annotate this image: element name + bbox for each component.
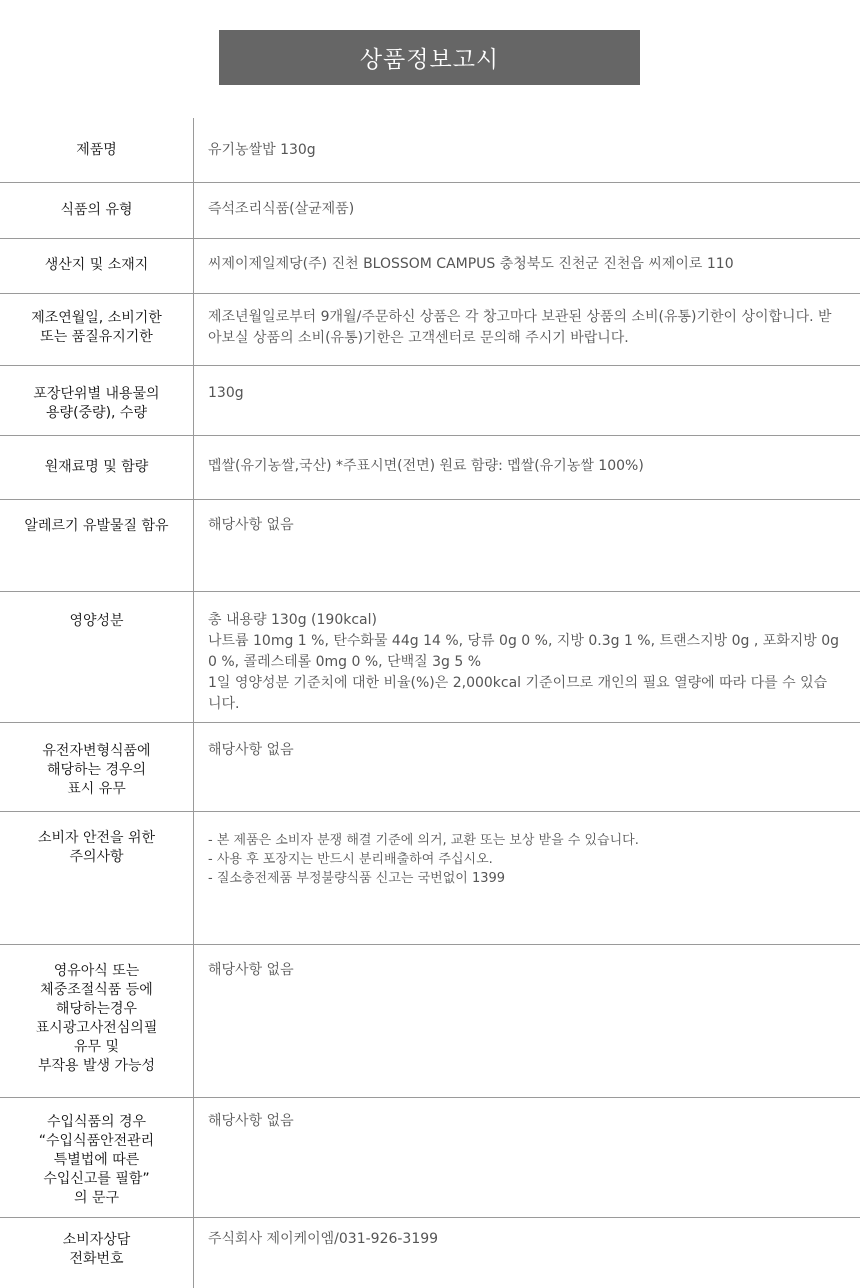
- row-label: [0, 812, 194, 944]
- page-title: 상품정보고시: [219, 30, 640, 85]
- row-label: [0, 592, 194, 722]
- row-label: [0, 118, 194, 182]
- row-value: [208, 960, 840, 981]
- value-line: 1일 영양성분 기준치에 대한 비율(%)은 2,000kcal 기준이므로 개인의 필요 열량에 따라 다를 수 있습니다.: [208, 675, 828, 712]
- table-row-product-name: [0, 118, 860, 183]
- value-line: - 질소충전제품 부정불량식품 신고는 국번없이 1399: [208, 871, 506, 886]
- value-line: 총 내용량 130g (190kcal): [208, 612, 377, 628]
- label-line: 영양성분: [69, 613, 124, 629]
- label-line: 수입신고를 필함”: [43, 1171, 150, 1187]
- table-row-nutrition: [0, 592, 860, 723]
- row-label: [0, 723, 194, 811]
- value-line: 주식회사 제이케이엠/031-926-3199: [208, 1231, 439, 1247]
- label-line: 제조연월일, 소비기한: [31, 310, 162, 326]
- row-label: [0, 294, 194, 365]
- label-line: 용량(중량), 수량: [46, 405, 147, 421]
- row-value: [208, 610, 840, 715]
- row-label: [0, 945, 194, 1097]
- table-row-customer-service: [0, 1218, 860, 1288]
- row-value: [208, 831, 840, 888]
- label-line: 해당하는 경우의: [46, 762, 147, 778]
- value-line: 해당사항 없음: [208, 962, 294, 978]
- label-line: 영유아식 또는: [53, 963, 140, 979]
- row-value: [208, 140, 840, 161]
- label-line: 의 문구: [73, 1190, 120, 1206]
- table-row-safety-notice: [0, 812, 860, 945]
- label-line: 식품의 유형: [60, 202, 133, 218]
- value-line: 즉석조리식품(살균제품): [208, 201, 355, 217]
- label-line: 체중조절식품 등에: [40, 982, 153, 998]
- value-line: 해당사항 없음: [208, 517, 294, 533]
- value-line: 제조년월일로부터 9개월/주문하신 상품은 각 창고마다 보관된 상품의 소비(유통)기한이 상이합니다. 받아보실 상품의 소비(유통)기한은 고객센터로 문의해 주시기 바랍니다.: [208, 309, 832, 346]
- label-line: 수입식품의 경우: [46, 1114, 147, 1130]
- table-row-infant-diet-food: [0, 945, 860, 1098]
- table-row-package-volume: [0, 366, 860, 436]
- label-line: 전화번호: [69, 1251, 124, 1267]
- row-label: [0, 366, 194, 435]
- label-line: 소비자상담: [62, 1232, 131, 1248]
- label-line: 유전자변형식품에: [42, 743, 151, 759]
- row-label: [0, 239, 194, 293]
- row-value: [208, 1229, 840, 1250]
- label-line: 유무 및: [73, 1039, 120, 1055]
- table-row-origin: [0, 239, 860, 294]
- table-row-expiry: [0, 294, 860, 366]
- value-line: 씨제이제일제당(주) 진천 BLOSSOM CAMPUS 충청북도 진천군 진천읍 씨제이로 110: [208, 256, 734, 272]
- label-line: 또는 품질유지기한: [40, 329, 153, 345]
- label-line: 부작용 발생 가능성: [37, 1058, 156, 1074]
- label-line: 소비자 안전을 위한: [37, 830, 156, 846]
- label-line: 원재료명 및 함량: [44, 459, 149, 475]
- value-line: 해당사항 없음: [208, 1113, 294, 1129]
- value-line: 나트륨 10mg 1 %, 탄수화물 44g 14 %, 당류 0g 0 %, 지방 0.3g 1 %, 트랜스지방 0g , 포화지방 0g 0 %, 콜레스테롤 0mg 0 %, 단백질 3g 5 %: [208, 633, 840, 670]
- row-label: [0, 1098, 194, 1217]
- value-line: 해당사항 없음: [208, 742, 294, 758]
- value-line: - 본 제품은 소비자 분쟁 해결 기준에 의거, 교환 또는 보상 받을 수 있습니다.: [208, 833, 639, 848]
- label-line: 알레르기 유발물질 함유: [24, 518, 169, 534]
- row-value: [208, 307, 840, 349]
- row-value: [208, 1111, 840, 1132]
- label-line: 제품명: [76, 142, 117, 158]
- table-row-ingredients: [0, 436, 860, 500]
- label-line: 표시 유무: [67, 781, 126, 797]
- table-row-food-type: [0, 183, 860, 239]
- label-line: 특별법에 따른: [53, 1152, 140, 1168]
- row-value: [208, 456, 840, 477]
- value-line: 유기농쌀밥 130g: [208, 142, 316, 158]
- row-label: [0, 183, 194, 238]
- row-label: [0, 500, 194, 591]
- row-value: [208, 740, 840, 761]
- label-line: 해당하는경우: [55, 1001, 138, 1017]
- row-value: [208, 383, 840, 404]
- label-line: “수입식품안전관리: [38, 1133, 155, 1149]
- product-info-table: [0, 118, 860, 1288]
- label-line: 생산지 및 소재지: [44, 257, 149, 273]
- table-row-gmo: [0, 723, 860, 812]
- value-line: 130g: [208, 385, 244, 401]
- row-label: [0, 436, 194, 499]
- table-row-imported-food: [0, 1098, 860, 1218]
- label-line: 표시광고사전심의필: [35, 1020, 158, 1036]
- row-value: [208, 199, 840, 220]
- row-label: [0, 1218, 194, 1288]
- row-value: [208, 254, 840, 275]
- label-line: 주의사항: [69, 849, 124, 865]
- table-row-allergens: [0, 500, 860, 592]
- label-line: 포장단위별 내용물의: [33, 386, 160, 402]
- value-line: - 사용 후 포장지는 반드시 분리배출하여 주십시오.: [208, 852, 493, 867]
- value-line: 멥쌀(유기농쌀,국산) *주표시면(전면) 원료 함량: 멥쌀(유기농쌀 100%): [208, 458, 644, 474]
- row-value: [208, 515, 840, 536]
